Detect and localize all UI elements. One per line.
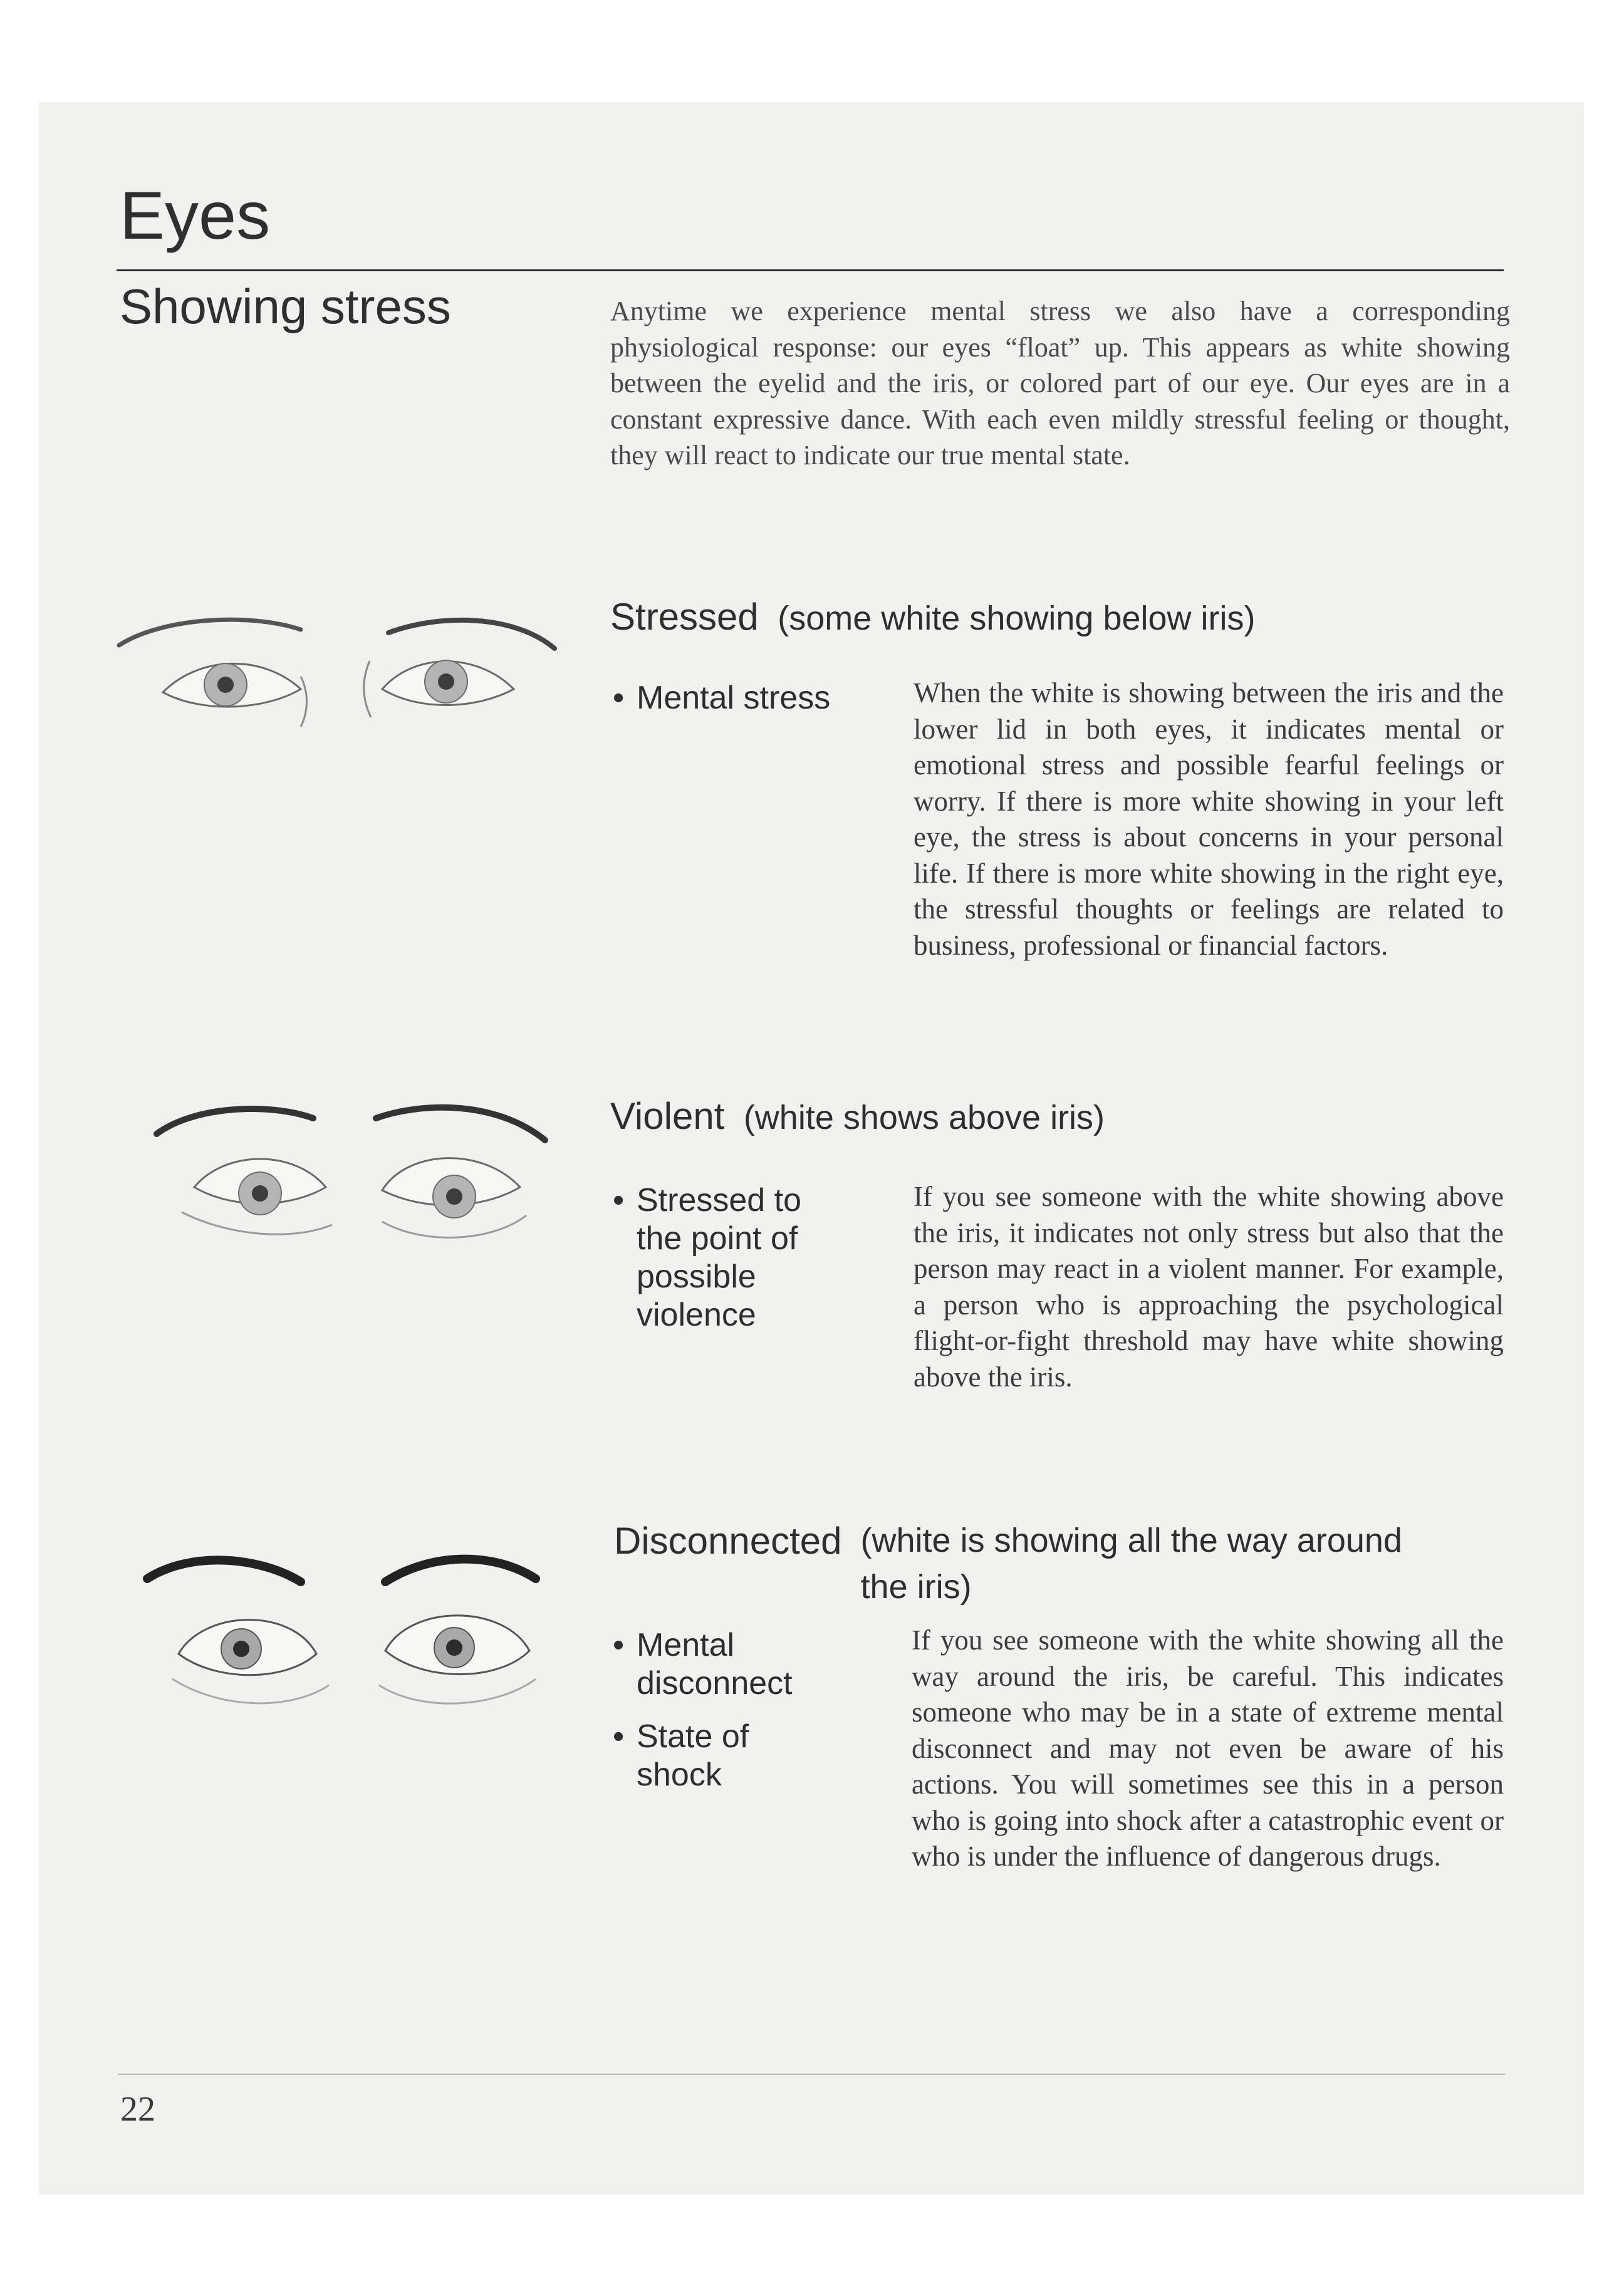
bullet-dot: • bbox=[613, 680, 625, 716]
list-item bbox=[613, 1182, 876, 1334]
stressed-heading bbox=[610, 598, 1256, 636]
stressed-description: When the white is showing between the iris and the lower lid in both eyes, it indicates mental or emotional stress and possible fearful feelings or worry. If there is more white showing in your left eye, the stress is about concerns in your personal life. If there is more white showing in the right eye, the stressful thoughts or feelings are related to business, professional or financial factors. bbox=[914, 677, 1504, 961]
section-title: Showing stress bbox=[120, 279, 451, 334]
bullet-text: Stressed to the point of possible violence bbox=[637, 1182, 802, 1333]
disconnected-note: (white is showing all the way around the iris) bbox=[860, 1522, 1402, 1606]
bullet-dot: • bbox=[613, 1718, 625, 1755]
footer-rule bbox=[118, 2074, 1505, 2075]
list-item bbox=[613, 1718, 876, 1794]
stressed-title: Stressed bbox=[610, 596, 759, 638]
violent-note: (white shows above iris) bbox=[743, 1099, 1105, 1136]
violent-heading bbox=[610, 1095, 1105, 1137]
bullet-text: State of shock bbox=[637, 1718, 749, 1793]
stressed-eyes-illustration bbox=[113, 601, 564, 752]
bullet-dot: • bbox=[613, 1627, 625, 1663]
disconnected-description: If you see someone with the white showing all the way around the iris, be careful. This indicates someone who may be in a state of extreme mental disconnect and may not even be aware of his actions. You will sometimes see this in a person who is going into shock after a catastrophic event or who is under the influence of dangerous drugs. bbox=[912, 1624, 1504, 1872]
bullet-dot: • bbox=[613, 1182, 625, 1218]
page-number: 22 bbox=[120, 2090, 155, 2129]
chapter-title: Eyes bbox=[120, 177, 271, 253]
list-item bbox=[613, 679, 876, 717]
violent-bullet-list bbox=[613, 1182, 876, 1334]
list-item bbox=[613, 1626, 876, 1703]
title-rule bbox=[117, 269, 1504, 271]
bullet-text: Mental disconnect bbox=[637, 1627, 793, 1701]
disconnected-heading bbox=[614, 1522, 1450, 1610]
bullet-text: Mental stress bbox=[637, 680, 831, 716]
intro-paragraph: Anytime we experience mental stress we also have a corresponding physiological response: our eyes “float” up. This appears as white showing between the eyelid and the iris, or colored part of our eye. Our eyes are in a constant expressive dance. With each even mildly stressful feeling or thought, they will react to indicate our true mental state. bbox=[610, 296, 1510, 470]
disconnected-title: Disconnected bbox=[614, 1520, 842, 1562]
violent-eyes-illustration bbox=[144, 1081, 570, 1269]
violent-title: Violent bbox=[610, 1095, 725, 1137]
violent-description: If you see someone with the white showing above the iris, it indicates not only stress but also that the person may react in a violent manner. For example, a person who is approaching the psychological flight-or-fight threshold may have white showing above the iris. bbox=[914, 1181, 1504, 1393]
disconnected-bullet-list bbox=[613, 1626, 876, 1794]
stressed-bullet-list bbox=[613, 679, 876, 717]
stressed-note: (some white showing below iris) bbox=[778, 600, 1256, 637]
disconnected-eyes-illustration bbox=[128, 1529, 561, 1729]
